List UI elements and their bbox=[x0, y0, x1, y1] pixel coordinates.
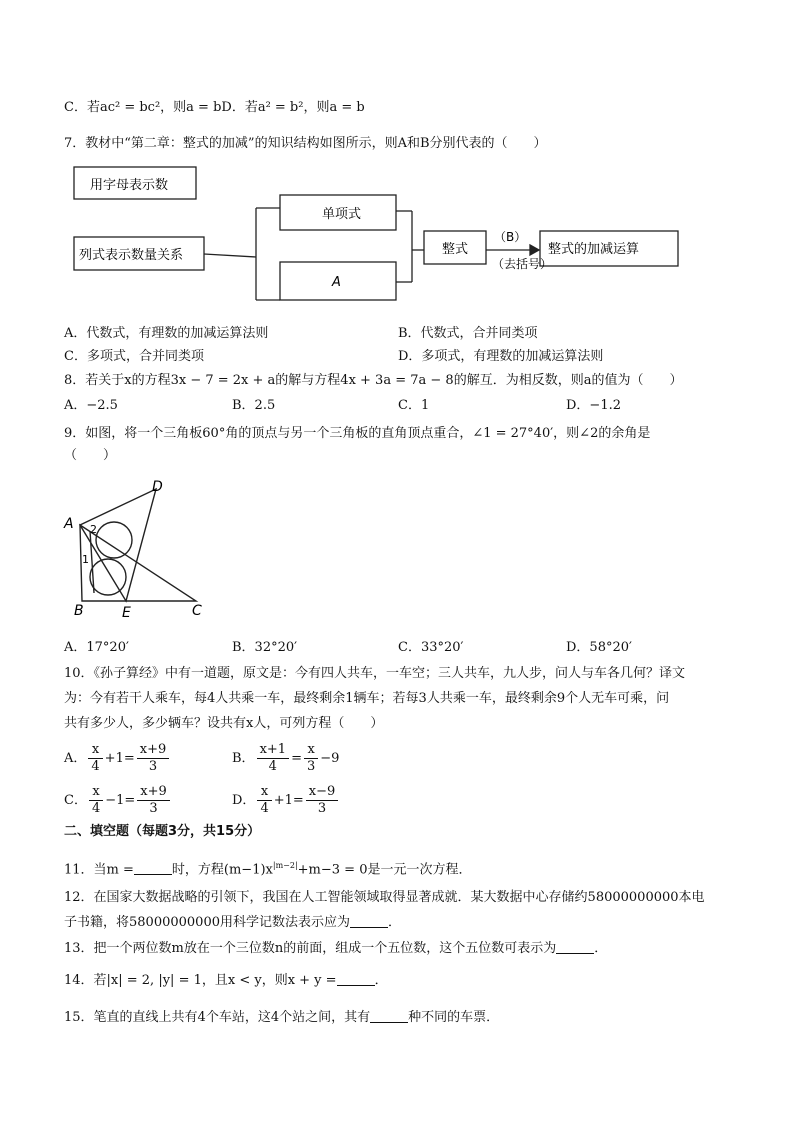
angle-2-label: 2 bbox=[90, 523, 97, 536]
point-d-label: D bbox=[152, 479, 163, 495]
q15: 15．笔直的直线上共有4个车站，这4个站之间，其有 种不同的车票． bbox=[64, 1010, 500, 1025]
q9-option-c: C．33°20′ bbox=[398, 640, 464, 655]
q10-line3: 共有多少人，多少辆车？设共有x人，可列方程（ ） bbox=[64, 716, 384, 731]
fraction: $\frac{x}{4}$ bbox=[257, 784, 271, 817]
section-heading-fill-in: 二、填空题（每题3分，共15分） bbox=[64, 824, 261, 839]
fraction: $\frac{x}{4}$ bbox=[89, 784, 103, 817]
answer-blank[interactable] bbox=[134, 860, 172, 875]
fraction: $\frac{x}{3}$ bbox=[304, 742, 318, 775]
q9-option-a: A．17°20′ bbox=[64, 640, 129, 655]
point-c-label: C bbox=[192, 603, 202, 619]
q7-option-a: A．代数式，有理数的加减运算法则 bbox=[64, 326, 269, 341]
q8-stem: 8．若关于x的方程3x − 7 = 2x + a的解与方程4x + 3a = 7a − 8的解互．为相反数，则a的值为（ ） bbox=[64, 373, 683, 388]
q10-option-c: C． $\frac{x}{4}$ −1= $\frac{x+9}{3}$ bbox=[64, 784, 172, 817]
diagram-text-operation: 整式的加减运算 bbox=[548, 242, 640, 257]
answer-blank[interactable] bbox=[337, 971, 375, 986]
q7-knowledge-diagram bbox=[64, 160, 694, 310]
q8-option-c: C．1 bbox=[398, 398, 430, 413]
point-b-label: B bbox=[74, 603, 84, 619]
q10-line1: 10．《孙子算经》中有一道题，原文是：今有四人共车，一车空；三人共车，九人步，问人与车各几何？译文 bbox=[64, 666, 686, 681]
diagram-text-remove-brackets: （去括号） bbox=[492, 257, 553, 271]
answer-blank[interactable] bbox=[370, 1008, 408, 1023]
answer-blank[interactable] bbox=[556, 939, 594, 954]
q7-stem: 7．教材中“第二章：整式的加减”的知识结构如图所示，则A和B分别代表的（ ） bbox=[64, 136, 547, 151]
q9-option-b: B．32°20′ bbox=[232, 640, 298, 655]
q10-option-b: B． $\frac{x+1}{4}$ = $\frac{x}{3}$ −9 bbox=[232, 742, 340, 774]
diagram-text-a: A bbox=[332, 275, 341, 290]
q7-option-d: D．多项式，有理数的加减运算法则 bbox=[398, 349, 604, 364]
diagram-text-quantity: 列式表示数量关系 bbox=[79, 248, 184, 263]
angle-1-label: 1 bbox=[82, 553, 89, 566]
point-a-label: A bbox=[64, 516, 74, 532]
diagram-text-letters: 用字母表示数 bbox=[90, 178, 169, 193]
q6-option-c: C．若ac² = bc²，则a = b bbox=[64, 100, 222, 115]
point-e-label: E bbox=[122, 605, 131, 620]
fraction: $\frac{x}{4}$ bbox=[88, 742, 102, 775]
q7-option-b: B．代数式，合并同类项 bbox=[398, 326, 538, 341]
q9-triangle-figure bbox=[60, 475, 220, 620]
q10-line2: 为：今有若干人乘车，每4人共乘一车，最终剩余1辆车；若每3人共乘一车，最终剩余9个人无车可乘，问 bbox=[64, 691, 670, 706]
q6-options bbox=[64, 98, 365, 118]
q10-option-a: A． $\frac{x}{4}$ +1= $\frac{x+9}{3}$ bbox=[64, 742, 171, 775]
fraction: $\frac{x+1}{4}$ bbox=[257, 742, 290, 775]
fraction: $\frac{x+9}{3}$ bbox=[137, 784, 170, 817]
q8-option-b: B．2.5 bbox=[232, 398, 276, 413]
q8-option-a: A．−2.5 bbox=[64, 398, 118, 413]
diagram-text-monomial: 单项式 bbox=[322, 207, 362, 222]
q12-line2: 子书籍，将58000000000用科学记数法表示应为 ． bbox=[64, 915, 401, 930]
q9-option-d: D．58°20′ bbox=[566, 640, 632, 655]
q11: 11．当m = 时，方程$(m-1)x^{|m-2|}+m-3 = 0$是一元一次方程． bbox=[64, 861, 472, 878]
q10-option-d: D． $\frac{x}{4}$ +1= $\frac{x-9}{3}$ bbox=[232, 784, 340, 817]
q14: 14．若|x| = 2, |y| = 1，且x < y，则x + y = ． bbox=[64, 973, 388, 988]
q12-line1: 12．在国家大数据战略的引领下，我国在人工智能领域取得显著成就．某大数据中心存储约58000000000本电 bbox=[64, 890, 705, 905]
diagram-text-integral: 整式 bbox=[442, 242, 469, 257]
fraction: $\frac{x+9}{3}$ bbox=[137, 742, 170, 775]
q6-option-d: D．若a² = b²，则a = b bbox=[221, 100, 365, 115]
diagram-text-b: （B） bbox=[494, 230, 527, 244]
q9-stem-line2: （ ） bbox=[64, 448, 117, 463]
q9-stem-line1: 9．如图，将一个三角板60°角的顶点与另一个三角板的直角顶点重合，∠1 = 27°40′，则∠2的余角是 bbox=[64, 426, 651, 441]
q13: 13．把一个两位数m放在一个三位数n的前面，组成一个五位数，这个五位数可表示为 ． bbox=[64, 941, 608, 956]
fraction: $\frac{x-9}{3}$ bbox=[306, 784, 339, 817]
q8-option-d: D．−1.2 bbox=[566, 398, 621, 413]
answer-blank[interactable] bbox=[350, 913, 388, 928]
q7-option-c: C．多项式，合并同类项 bbox=[64, 349, 204, 364]
